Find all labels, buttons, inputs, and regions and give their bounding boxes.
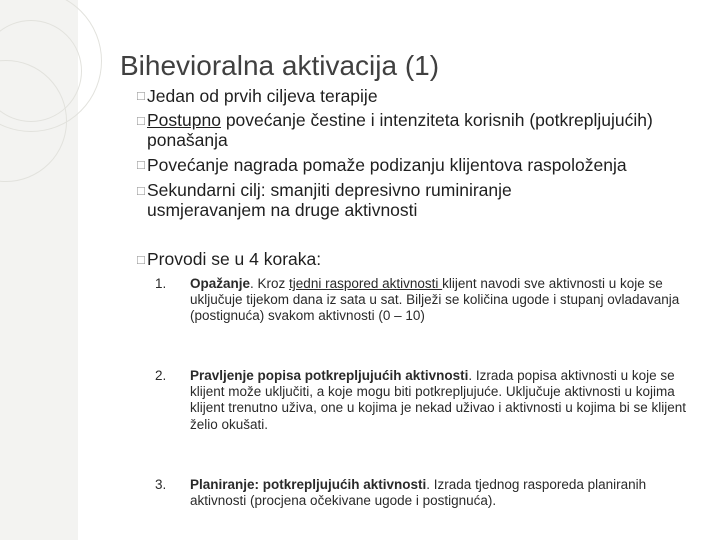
step-text [190,368,695,433]
bullet-marker-icon: □ [137,88,145,103]
step-heading: Planiranje: potkrepljujućih aktivnosti [190,477,427,492]
bullet-text: Sekundarni cilj: smanjiti depresivno ruminiranje usmjeravanjem na druge aktivnosti [147,180,512,220]
step-body: . Izrada tjednog rasporeda planiranih aktivnosti (procjena očekivane ugode i postignuća). [190,477,647,509]
bullet-marker-icon: □ [137,252,145,267]
step-heading: Opažanje [190,276,251,291]
bullet-text: Provodi se u 4 koraka: [147,249,322,269]
bullet-text: Povećanje nagrada pomaže podizanju klijentova raspoloženja [147,155,627,175]
bullet-marker-icon: □ [137,183,145,198]
step-number: 1. [155,276,167,291]
bullet-text-rest: povećanje čestine i intenziteta korisnih (potkrepljujućih) ponašanja [147,110,653,150]
bullet-text [147,110,707,150]
step-underlined: tjedni raspored aktivnosti [289,276,443,291]
step-number: 3. [155,477,167,492]
step-body: klijent navodi sve aktivnosti u koje se uključuje tijekom dana iz sata u sat. Bilježi se količina ugode i stupanj ovladavanja (postignuća) svakom aktivnosti (0 – 10) [190,276,680,324]
bullet-text: Jedan od prvih ciljeva terapije [147,86,378,106]
bullet-marker-icon: □ [137,157,145,172]
step-text [190,276,695,325]
step-number: 2. [155,368,167,383]
bullet-marker-icon: □ [137,113,145,128]
bullet-underlined-word: Postupno [147,110,221,130]
step-lead: . Kroz [250,276,290,291]
decorative-side-band [0,0,78,540]
step-body: . Izrada popisa aktivnosti u koje se klijent može uključiti, a koje mogu biti potkrepljujuće. Uključuje aktivnosti u kojima klijent trenutno uživa, one u kojima je nekad uživao i aktivnosti u kojima bi se klijent želio okušati. [190,368,687,432]
slide-title: Bihevioralna aktivacija (1) [120,50,440,81]
step-heading: Pravljenje popisa potkrepljujućih aktivnosti [190,368,469,383]
step-text [190,477,695,509]
